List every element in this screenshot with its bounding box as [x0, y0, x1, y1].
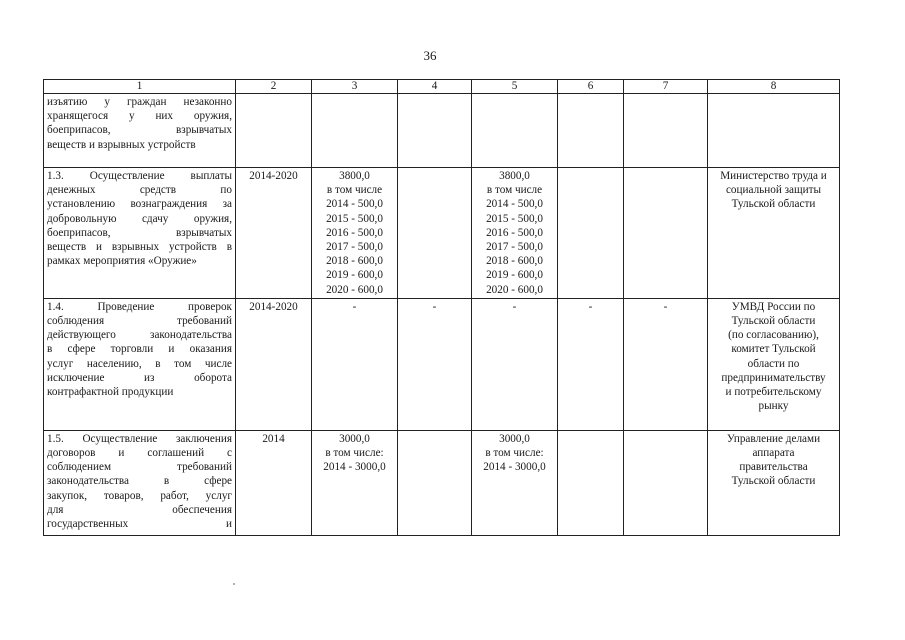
funding-value: 2018 - 600,0 [486, 255, 543, 268]
funding-local-cell: - [558, 298, 624, 430]
funding-value: 2014 - 3000,0 [323, 461, 386, 474]
funding-federal-cell: - [398, 298, 472, 430]
funding-other-cell [624, 168, 708, 299]
text-line: исключение из оборота [47, 371, 232, 384]
funding-value: 2014 - 500,0 [486, 198, 543, 211]
table-row [44, 168, 840, 299]
funding-value: 2019 - 600,0 [486, 269, 543, 282]
funding-value: 2014 - 500,0 [326, 198, 383, 211]
text-line: услуг населению, в том числе [47, 357, 232, 370]
funding-value: 3000,0 [339, 432, 370, 445]
executor-cell [708, 430, 840, 535]
description-cell [44, 430, 236, 535]
text-line: добровольную сдачу оружия, [47, 212, 232, 225]
funding-value: 2016 - 500,0 [326, 226, 383, 239]
executor-line: Тульской области [731, 198, 816, 211]
period-cell: 2014-2020 [236, 168, 312, 299]
executor-line: Тульской области [731, 475, 816, 488]
period-cell: 2014-2020 [236, 298, 312, 430]
text-line: 1.4. Проведение проверок [47, 300, 232, 313]
text-line: законодательства в сфере [47, 475, 232, 488]
executor-line: предпринимательству [721, 371, 826, 384]
text-line: боеприпасов, взрывчатых [47, 226, 232, 239]
header-cell: 2 [236, 80, 312, 94]
funding-value: в том числе [486, 184, 543, 197]
header-cell: 1 [44, 80, 236, 94]
funding-value: в том числе [326, 184, 383, 197]
funding-value: 2019 - 600,0 [326, 269, 383, 282]
text-line: веществ и взрывных устройств [47, 138, 196, 151]
funding-value: 2015 - 500,0 [486, 212, 543, 225]
executor-line: Тульской области [731, 315, 816, 328]
activities-table [43, 79, 840, 536]
text-line: соблюдения требований [47, 315, 232, 328]
executor-line: УМВД России по [731, 300, 816, 313]
text-line: договоров и соглашений с [47, 447, 232, 460]
funding-value: 2017 - 500,0 [486, 241, 543, 254]
funding-local-cell [558, 430, 624, 535]
funding-total-cell [312, 430, 398, 535]
funding-regional-cell [472, 430, 558, 535]
header-row [44, 80, 840, 94]
text-line: 1.5. Осуществление заключения [47, 432, 232, 445]
executor-line: аппарата [752, 447, 795, 460]
header-cell: 6 [558, 80, 624, 94]
funding-value: 2015 - 500,0 [326, 212, 383, 225]
text-line: изъятию у граждан незаконно [47, 96, 232, 108]
funding-local-cell [558, 168, 624, 299]
funding-other-cell: - [624, 298, 708, 430]
description-cell [44, 168, 236, 299]
table-row-continued [44, 94, 840, 168]
executor-line: социальной защиты [725, 184, 822, 197]
text-line: для обеспечения [47, 503, 232, 516]
funding-other-cell [624, 430, 708, 535]
text-line: 1.3. Осуществление выплаты [47, 170, 232, 182]
scan-speck [233, 583, 235, 585]
executor-line: Управление делами [726, 432, 821, 445]
text-line: рамках мероприятия «Оружие» [47, 255, 197, 268]
executor-line: области по [747, 357, 800, 370]
text-line: установлению вознаграждения за [47, 198, 232, 211]
funding-value: 3800,0 [339, 170, 370, 182]
executor-line: комитет Тульской [731, 343, 816, 356]
text-line: контрафактной продукции [47, 386, 174, 399]
funding-value: в том числе: [325, 447, 384, 460]
page-number: 36 [423, 48, 437, 63]
text-line: соблюдением требований [47, 461, 232, 474]
funding-value: 3000,0 [499, 432, 530, 445]
header-cell: 5 [472, 80, 558, 94]
header-cell: 8 [708, 80, 840, 94]
header-cell: 3 [312, 80, 398, 94]
table-row [44, 430, 840, 535]
funding-federal-cell [398, 430, 472, 535]
executor-cell [708, 298, 840, 430]
executor-cell [708, 168, 840, 299]
funding-value: 2014 - 3000,0 [483, 461, 546, 474]
description-cell [44, 94, 236, 168]
header-cell: 4 [398, 80, 472, 94]
header-cell: 7 [624, 80, 708, 94]
funding-value: 2020 - 600,0 [326, 283, 383, 296]
text-line: закупок, товаров, работ, услуг [47, 489, 232, 502]
text-line: хранящегося у них оружия, [47, 110, 232, 123]
text-line: в сфере торговли и оказания [47, 343, 232, 356]
executor-line: рынку [758, 400, 789, 413]
text-line: действующего законодательства [47, 329, 232, 342]
executor-line: (по согласованию), [728, 329, 819, 342]
funding-value: 2018 - 600,0 [326, 255, 383, 268]
text-line: государственных и [47, 518, 232, 531]
executor-line: и потребительскому [725, 386, 822, 399]
executor-line: правительства [739, 461, 808, 474]
description-cell [44, 298, 236, 430]
executor-line: Министерство труда и [720, 170, 827, 182]
funding-regional-cell [472, 168, 558, 299]
text-line: денежных средств по [47, 184, 232, 197]
text-line: веществ и взрывных устройств в [47, 241, 232, 254]
funding-value: 2020 - 600,0 [486, 283, 543, 296]
funding-value: 3800,0 [499, 170, 530, 182]
funding-value: 2017 - 500,0 [326, 241, 383, 254]
table-row [44, 298, 840, 430]
funding-value: 2016 - 500,0 [486, 226, 543, 239]
funding-federal-cell [398, 168, 472, 299]
text-line: боеприпасов, взрывчатых [47, 124, 232, 137]
funding-value: в том числе: [485, 447, 544, 460]
funding-total-cell: - [312, 298, 398, 430]
period-cell: 2014 [236, 430, 312, 535]
funding-regional-cell: - [472, 298, 558, 430]
funding-total-cell [312, 168, 398, 299]
